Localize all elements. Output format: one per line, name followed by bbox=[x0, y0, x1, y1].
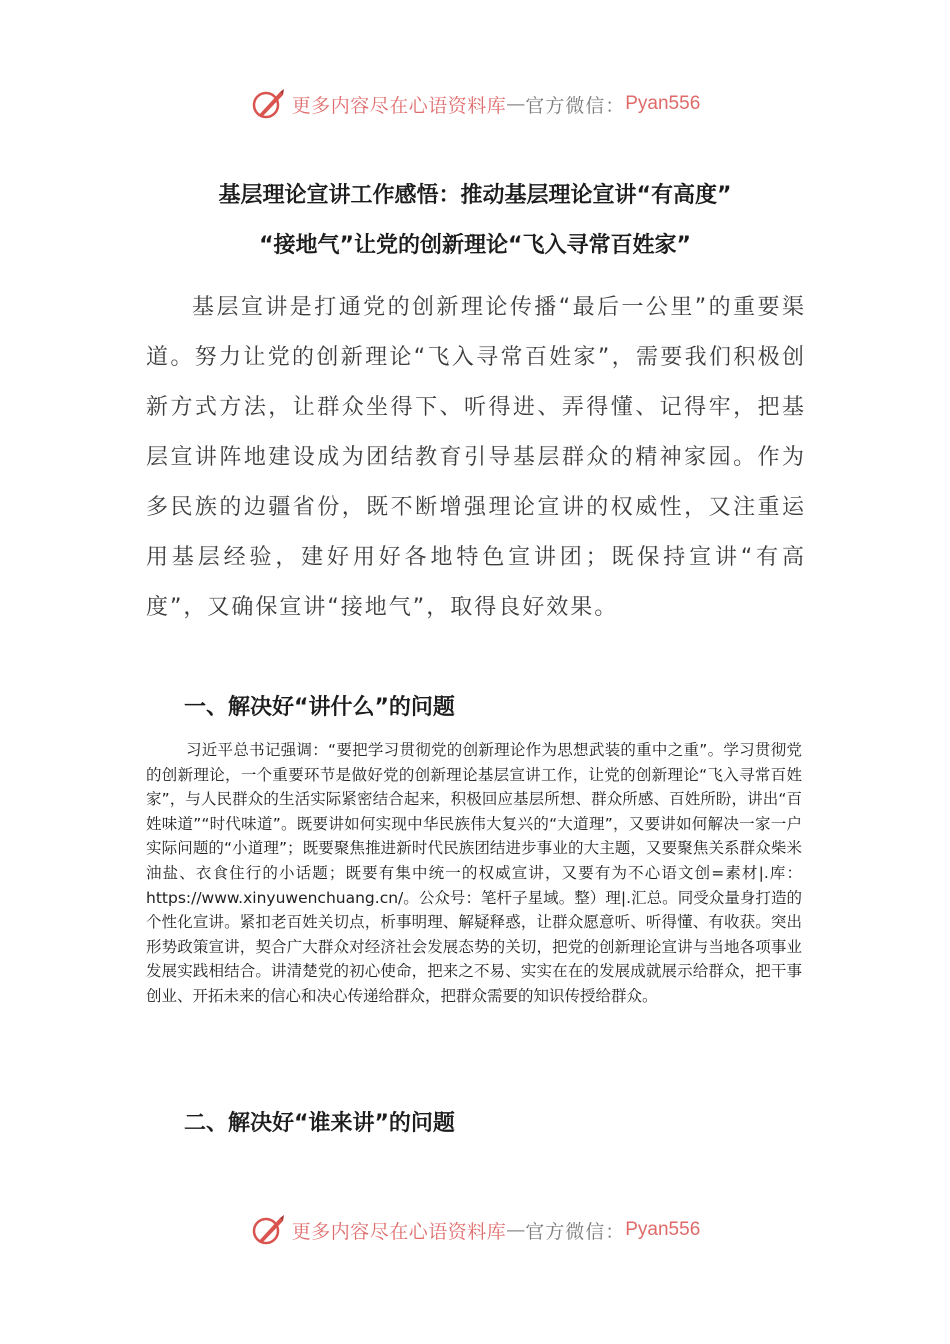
section1-heading: 一、解决好“讲什么”的问题 bbox=[184, 695, 455, 720]
banner-main-text: 更多内容尽在心语资料库 bbox=[291, 1220, 507, 1243]
banner-main-text: 更多内容尽在心语资料库 bbox=[291, 94, 507, 117]
banner-wechat-id: Pyan556 bbox=[625, 1219, 701, 1240]
document-title-line2: “接地气”让党的创新理论“飞入寻常百姓家” bbox=[259, 233, 691, 258]
section2-heading: 二、解决好“谁来讲”的问题 bbox=[184, 1111, 455, 1136]
banner-wechat-id: Pyan556 bbox=[625, 93, 701, 114]
banner-dash: — bbox=[506, 93, 526, 115]
banner-official-text: 官方微信： bbox=[525, 1220, 626, 1243]
banner-official-text: 官方微信： bbox=[525, 94, 626, 117]
section1-body: 习近平总书记强调：“要把学习贯彻党的创新理论作为思想武装的重中之重”。学习贯彻党的创新理论，一个重要环节是做好党的创新理论基层宣讲工作，让党的创新理论“飞入寻常百姓家”，与人民群众的生活实际紧密结合起来，积极回应基层所想、群众所感、百姓所盼，讲出“百姓味道”“时代味道”。既要讲如何实现中华民族伟大复兴的“大道理”，又要讲如何解决一家一户实际问题的“小道理”；既要聚焦推进新时代民族团结进步事业的大主题，又要聚焦关系群众柴米油盐、衣食住行的小话题；既要有集中统一的权威宣讲，又要有为不心语文创=素材|.库：https://www.xinyuwenchuang.cn/。公众号：笔杆子星域。整）理|.汇总。同受众量身打造的个性化宣讲。紧扣老百姓关切点，析事明理、解疑释惑，让群众愿意听、听得懂、有收获。突出形势政策宣讲，契合广大群众对经济社会发展态势的关切，把党的创新理论宣讲与当地各项事业发展实践相结合。讲清楚党的初心使命，把来之不易、实实在在的发展成就展示给群众，把干事创业、开拓未来的信心和决心传递给群众，把群众需要的知识传授给群众。 bbox=[146, 741, 802, 1005]
banner-dash: — bbox=[506, 1219, 526, 1241]
quill-pen-logo-icon bbox=[250, 86, 286, 122]
quill-pen-logo-icon bbox=[250, 1212, 286, 1248]
header-banner bbox=[0, 84, 950, 124]
intro-paragraph: 基层宣讲是打通党的创新理论传播“最后一公里”的重要渠道。努力让党的创新理论“飞入寻常百姓家”，需要我们积极创新方式方法，让群众坐得下、听得进、弄得懂、记得牢，把基层宣讲阵地建设成为团结教育引导基层群众的精神家园。作为多民族的边疆省份，既不断增强理论宣讲的权威性，又注重运用基层经验，建好用好各地特色宣讲团；既保持宣讲“有高度”，又确保宣讲“接地气”，取得良好效果。 bbox=[146, 295, 806, 620]
document-title-line1: 基层理论宣讲工作感悟：推动基层理论宣讲“有高度” bbox=[218, 183, 732, 208]
footer-banner bbox=[0, 1210, 950, 1250]
